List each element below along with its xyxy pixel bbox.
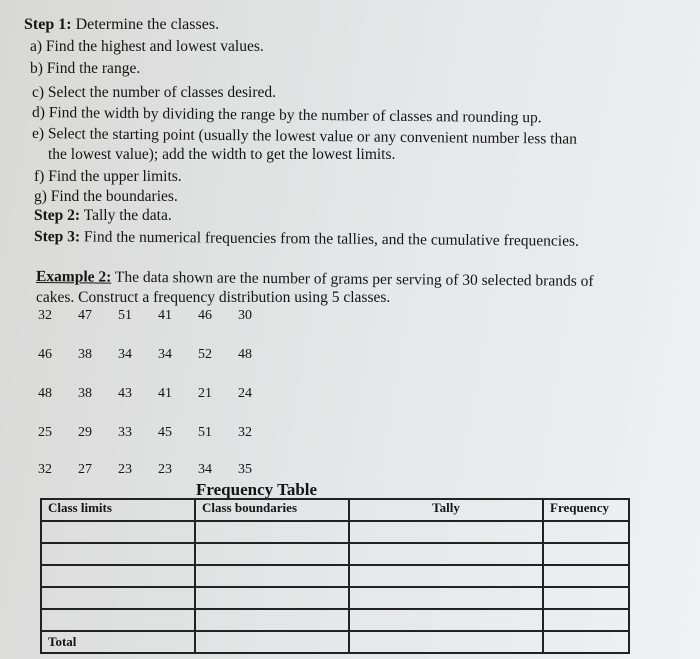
header-tally: Tally [349, 499, 543, 521]
step-e2: the lowest value); add the width to get the lowest limits. [48, 146, 396, 163]
data-value: 33 [118, 425, 132, 440]
data-value: 32 [38, 308, 52, 323]
example-text1: The data shown are the number of grams per serving of 30 selected brands of [114, 268, 594, 290]
cell[interactable] [543, 587, 629, 609]
data-value: 47 [78, 308, 92, 323]
cell[interactable] [41, 521, 195, 543]
data-value: 41 [158, 308, 172, 323]
cell[interactable] [195, 609, 349, 631]
data-value: 51 [198, 425, 212, 440]
data-value: 25 [38, 425, 52, 440]
example-label: Example 2: [35, 268, 112, 286]
step1-text: Determine the classes. [75, 16, 220, 33]
data-value: 48 [38, 386, 52, 401]
data-value: 46 [38, 347, 52, 362]
data-value: 38 [78, 347, 92, 362]
step2-text: Tally the data. [83, 207, 172, 224]
cell[interactable] [195, 565, 349, 587]
header-frequency: Frequency [543, 499, 629, 521]
table-title: Frequency Table [196, 480, 318, 499]
step-a: a) Find the highest and lowest values. [30, 38, 264, 55]
cell[interactable] [349, 587, 543, 609]
data-value: 46 [198, 308, 212, 323]
step3-label: Step 3: [33, 228, 81, 246]
cell[interactable] [543, 543, 629, 565]
data-value: 30 [238, 308, 252, 323]
example-line1 [36, 268, 594, 291]
step-e1: e) Select the starting point (usually the lowest value or any convenient number less than [31, 125, 578, 148]
data-value: 34 [198, 462, 212, 477]
cell[interactable] [41, 543, 195, 565]
cell[interactable] [349, 609, 543, 631]
header-class-boundaries: Class boundaries [195, 499, 349, 521]
data-value: 21 [198, 386, 212, 401]
step-g: g) Find the boundaries. [34, 188, 178, 205]
data-row [38, 347, 278, 363]
data-value: 45 [158, 425, 172, 440]
cell[interactable] [349, 631, 543, 653]
data-value: 51 [118, 308, 132, 323]
cell[interactable] [349, 543, 543, 565]
data-value: 43 [118, 386, 132, 401]
table-row [41, 609, 629, 631]
table-row [41, 543, 629, 565]
table-row [41, 587, 629, 609]
data-value: 32 [38, 462, 52, 477]
data-row [38, 386, 278, 402]
cell[interactable] [543, 521, 629, 543]
cell[interactable] [349, 521, 543, 543]
step-b: b) Find the range. [30, 60, 141, 77]
total-label: Total [41, 631, 195, 653]
step-c: c) Select the number of classes desired. [32, 84, 277, 101]
data-value: 52 [198, 347, 212, 362]
data-value: 35 [238, 462, 252, 477]
step1-label: Step 1: [24, 16, 72, 33]
data-value: 29 [78, 425, 92, 440]
cell[interactable] [543, 609, 629, 631]
data-row [38, 425, 278, 441]
frequency-table [40, 498, 630, 654]
step2 [34, 207, 172, 225]
data-value: 34 [118, 347, 132, 362]
cell[interactable] [195, 631, 349, 653]
cell[interactable] [195, 521, 349, 543]
data-value: 24 [238, 386, 252, 401]
cell[interactable] [41, 565, 195, 587]
data-value: 38 [78, 386, 92, 401]
header-class-limits: Class limits [41, 499, 195, 521]
data-row [38, 308, 278, 324]
total-row [41, 631, 629, 653]
cell[interactable] [41, 587, 195, 609]
data-value: 23 [118, 462, 132, 477]
cell[interactable] [195, 543, 349, 565]
data-value: 27 [78, 462, 92, 477]
cell[interactable] [543, 631, 629, 653]
table-row [41, 521, 629, 543]
data-row [38, 462, 278, 478]
step2-label: Step 2: [34, 207, 81, 224]
example-text2: cakes. Construct a frequency distribution using 5 classes. [36, 289, 391, 306]
data-value: 48 [238, 347, 252, 362]
table-header-row [41, 499, 629, 521]
cell[interactable] [543, 565, 629, 587]
data-value: 41 [158, 386, 172, 401]
cell[interactable] [349, 565, 543, 587]
step3-text: Find the numerical frequencies from the tallies, and the cumulative frequencies. [83, 228, 579, 250]
cell[interactable] [41, 609, 195, 631]
step-f: f) Find the upper limits. [34, 168, 182, 185]
step1 [24, 16, 219, 34]
step-d: d) Find the width by dividing the range by the number of classes and rounding up. [31, 104, 542, 127]
cell[interactable] [195, 587, 349, 609]
data-value: 34 [158, 347, 172, 362]
step3 [34, 228, 579, 251]
table-row [41, 565, 629, 587]
data-value: 23 [158, 462, 172, 477]
data-value: 32 [238, 425, 252, 440]
